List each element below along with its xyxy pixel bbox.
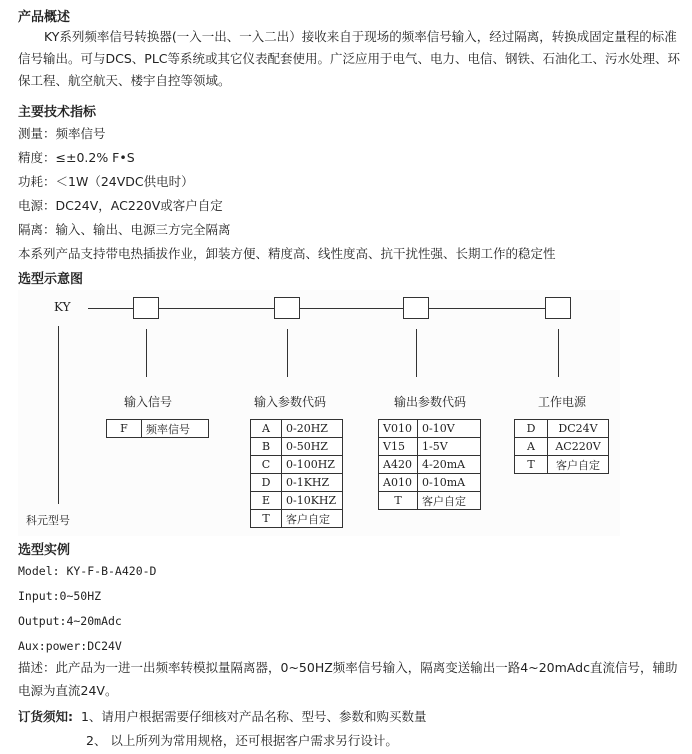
table-cell: AC220V [548,438,609,456]
output-params-title: 输出参数代码 [394,395,467,409]
table-row [251,420,343,438]
order-line-1 [18,707,426,725]
table-cell: 0-10KHZ [282,492,343,510]
example-heading: 选型实例 [18,543,71,558]
example-line: Model: KY-F-B-A420-D [18,564,157,578]
table-cell: A [251,420,282,438]
table-cell: D [251,474,282,492]
spec-line: 精度：≤±0.2% F•S [18,150,135,165]
connector-line [429,308,545,309]
spec-line: 隔离：输入、输出、电源三方完全隔离 [18,222,231,237]
specs-heading: 主要技术指标 [18,105,97,120]
table-cell: T [379,492,418,510]
table-cell: A [515,438,548,456]
table-cell: DC24V [548,420,609,438]
connector-line [416,329,417,377]
table-cell: 0-1KHZ [282,474,343,492]
input-signal-title: 输入信号 [124,395,173,409]
table-cell: 0-20HZ [282,420,343,438]
selection-diagram [18,290,620,536]
table-row [379,492,481,510]
input-param-box [274,297,300,319]
table-cell: T [251,510,282,528]
table-row [515,438,609,456]
table-row [515,456,609,474]
table-row [107,420,209,438]
table-cell: C [251,456,282,474]
example-line: Output:4~20mAdc [18,614,122,628]
table-row [251,510,343,528]
input-params-table [250,419,343,528]
table-cell: 客户自定 [548,456,609,474]
input-params-title: 输入参数代码 [254,395,327,409]
connector-line [146,329,147,377]
power-box [545,297,571,319]
connector-line [58,326,59,504]
overview-paragraph: KY系列频率信号转换器(一入一出、一入二出）接收来自于现场的频率信号输入，经过隔离，转换成固定量程的标准信号输出。可与DCS、PLC等系统或其它仪表配套使用。广泛应用于电气、电力、电信、钢铁、石油化工、污水处理、环保工程、航空航天、楼宇自控等领域。 [18,29,681,88]
table-cell: 0-10V [418,420,481,438]
table-cell: 0-10mA [418,474,481,492]
spec-line: 本系列产品支持带电热插拔作业，卸装方便、精度高、线性度高、抗干扰性强、长期工作的稳定性 [18,246,556,261]
example-description: 描述：此产品为一进一出频率转模拟量隔离器，0~50HZ频率信号输入，隔离变送输出一路4~20mAdc直流信号，辅助电源为直流24V。 [18,660,678,698]
table-row [515,420,609,438]
table-cell: 4-20mA [418,456,481,474]
connector-line [300,308,403,309]
table-row [379,456,481,474]
table-cell: B [251,438,282,456]
table-cell: A010 [379,474,418,492]
table-cell: 客户自定 [418,492,481,510]
brand-label: 科元型号 [26,514,70,527]
table-cell: E [251,492,282,510]
table-row [251,456,343,474]
diagram-heading: 选型示意图 [18,272,84,287]
table-cell: 频率信号 [142,420,209,438]
table-cell: F [107,420,142,438]
model-prefix: KY [54,300,71,314]
input-signal-box [133,297,159,319]
table-cell: V15 [379,438,418,456]
table-row [379,420,481,438]
spec-line: 功耗：＜1W（24VDC供电时） [18,174,194,189]
table-cell: V010 [379,420,418,438]
table-row [379,438,481,456]
spec-line: 电源：DC24V，AC220V或客户自定 [18,198,223,213]
example-line: Aux:power:DC24V [18,639,122,653]
table-cell: 1-5V [418,438,481,456]
input-signal-table [106,419,209,438]
output-param-box [403,297,429,319]
connector-line [88,308,133,309]
order-heading: 订货须知: [18,709,73,724]
table-row [251,438,343,456]
example-line: Input:0~50HZ [18,589,102,603]
power-title: 工作电源 [538,395,587,409]
table-row [251,474,343,492]
spec-line: 测量：频率信号 [18,126,106,141]
connector-line [287,329,288,377]
table-row [251,492,343,510]
table-cell: 0-100HZ [282,456,343,474]
power-table [514,419,609,474]
connector-line [558,329,559,377]
order-item-1: 1、请用户根据需要仔细核对产品名称、型号、参数和购买数量 [80,709,427,724]
table-row [379,474,481,492]
connector-line [159,308,274,309]
table-cell: 0-50HZ [282,438,343,456]
order-item-2: 2、 以上所列为常用规格，还可根据客户需求另行设计。 [86,733,398,748]
overview-heading: 产品概述 [18,10,71,25]
table-cell: A420 [379,456,418,474]
table-cell: T [515,456,548,474]
output-params-table [378,419,481,510]
table-cell: D [515,420,548,438]
table-cell: 客户自定 [282,510,343,528]
